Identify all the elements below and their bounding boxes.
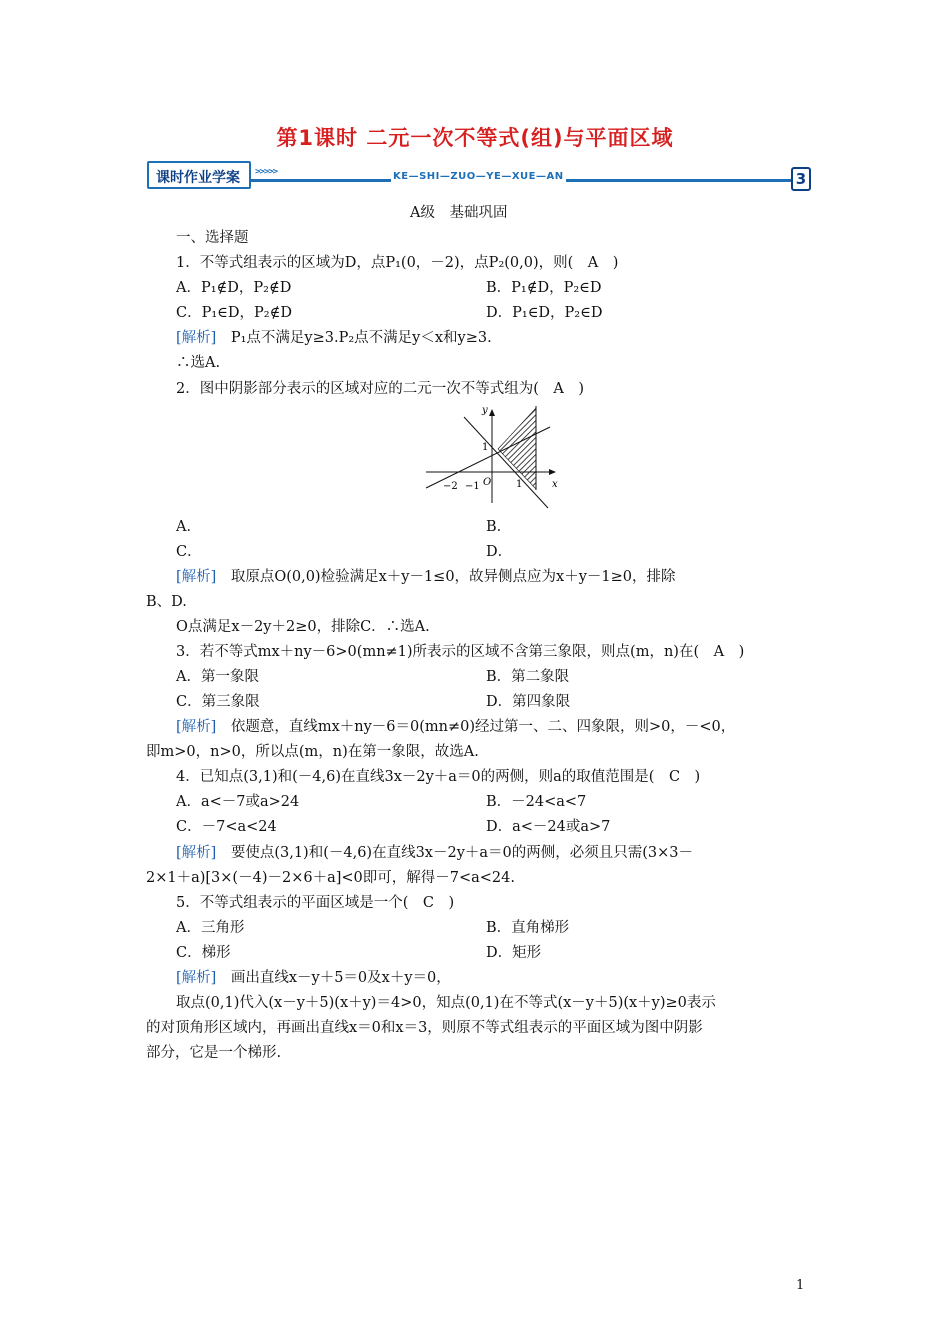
q4-option-c: C．－7<a<24 (176, 819, 277, 835)
x-axis-arrow (549, 469, 556, 475)
shaded-region (498, 408, 536, 489)
x-tick-label: −1 (465, 481, 480, 492)
q1-option-a: A．P₁∉D，P₂∉D (176, 280, 292, 296)
origin-label: O (483, 477, 492, 488)
x-tick-label: −2 (443, 481, 458, 492)
q2-option-d: D． (486, 544, 513, 560)
y-tick-label: 1 (482, 442, 489, 453)
page-number: 1 (796, 1278, 805, 1293)
q4-option-a: A．a<－7或a>24 (176, 794, 300, 810)
q1-option-d: D．P₁∈D，P₂∈D (486, 305, 603, 321)
q5-analysis-3: 的对顶角形区域内，再画出直线x＝0和x＝3，则原不等式组表示的平面区域为图中阴影 (146, 1020, 703, 1036)
section-banner (147, 159, 811, 195)
banner-arrows: >>>>> (255, 167, 278, 177)
q1-conclusion: ∴选A. (176, 355, 221, 371)
q5-option-d: D．矩形 (486, 945, 542, 961)
q5-analysis (176, 969, 451, 987)
q5-analysis-text: 画出直线x－y＋5＝0及x＋y＝0， (216, 970, 451, 986)
q1-analysis (176, 329, 492, 347)
q5-analysis-4: 部分，它是一个梯形. (146, 1045, 282, 1061)
q3-stem: 3．若不等式mx＋ny－6>0(mn≠1)所表示的区域不含第三象限，则点(m，n)在( A ) (176, 644, 745, 660)
y-axis-arrow (489, 409, 495, 416)
q4-analysis (176, 844, 693, 862)
q3-option-a: A．第一象限 (176, 669, 259, 685)
q2-figure (420, 400, 570, 515)
q3-analysis-text: 依题意，直线mx＋ny－6＝0(mn≠0)经过第一、二、四象限，则>0，－<0， (216, 719, 736, 735)
q2-analysis-continued: B、D. (146, 594, 187, 610)
q4-analysis-continued: 2×1＋a)[3×(－4)－2×6＋a]<0即可，解得－7<a<24. (146, 870, 515, 886)
q5-stem: 5．不等式组表示的平面区域是一个( C ) (176, 895, 455, 911)
banner-pinyin: KE—SHI—ZUO—YE—XUE—AN (393, 171, 564, 182)
analysis-tag: [解析] (176, 330, 217, 346)
q3-option-d: D．第四象限 (486, 694, 571, 710)
q4-option-b: B．－24<a<7 (486, 794, 587, 810)
q5-option-b: B．直角梯形 (486, 920, 570, 936)
q1-analysis-text: P₁点不满足y≥3.P₂点不满足y＜x和y≥3. (216, 330, 492, 346)
q5-option-c: C．梯形 (176, 945, 231, 961)
q3-option-b: B．第二象限 (486, 669, 570, 685)
q2-analysis-text: 取原点O(0,0)检验满足x＋y－1≤0，故异侧点应为x＋y－1≥0，排除 (216, 569, 676, 585)
q2-analysis (176, 568, 676, 586)
analysis-tag: [解析] (176, 719, 217, 735)
analysis-tag: [解析] (176, 970, 217, 986)
analysis-tag: [解析] (176, 845, 217, 861)
q3-option-c: C．第三象限 (176, 694, 260, 710)
y-axis-label: y (482, 405, 488, 416)
analysis-tag: [解析] (176, 569, 217, 585)
banner-number: 3 (791, 167, 811, 191)
banner-label-box (147, 161, 251, 189)
q2-option-c: C． (176, 544, 202, 560)
q4-analysis-text: 要使点(3,1)和(－4,6)在直线3x－2y＋a＝0的两侧，必须且只需(3×3－ (216, 845, 694, 861)
q3-analysis (176, 718, 735, 736)
q4-stem: 4．已知点(3,1)和(－4,6)在直线3x－2y＋a＝0的两侧，则a的取值范围是( C ) (176, 769, 701, 785)
q1-option-b: B．P₁∉D，P₂∈D (486, 280, 602, 296)
q4-option-d: D．a<－24或a>7 (486, 819, 611, 835)
x-tick-label: 1 (516, 479, 523, 490)
q3-analysis-continued: 即m>0，n>0，所以点(m，n)在第一象限，故选A. (146, 744, 479, 760)
q2-option-a: A． (176, 519, 201, 535)
q2-stem: 2．图中阴影部分表示的区域对应的二元一次不等式组为( A ) (176, 381, 585, 397)
page-title: 第1课时 二元一次不等式(组)与平面区域 (276, 126, 674, 150)
q1-stem: 1．不等式组表示的区域为D，点P₁(0，－2)，点P₂(0,0)，则( A ) (176, 255, 619, 271)
q5-analysis-2: 取点(0,1)代入(x－y＋5)(x＋y)＝4>0，知点(0,1)在不等式(x－y＋5)(x＋y)≥0表示 (176, 995, 716, 1011)
part-heading: 一、选择题 (176, 230, 249, 246)
q1-option-c: C．P₁∈D，P₂∉D (176, 305, 292, 321)
q2-option-b: B． (486, 519, 512, 535)
q5-option-a: A．三角形 (176, 920, 245, 936)
section-heading: A级 基础巩固 (410, 205, 508, 221)
x-axis-label: x (552, 479, 558, 490)
q2-analysis-2: O点满足x－2y＋2≥0，排除C．∴选A. (176, 619, 430, 635)
banner-label: 课时作业学案 (156, 170, 240, 186)
